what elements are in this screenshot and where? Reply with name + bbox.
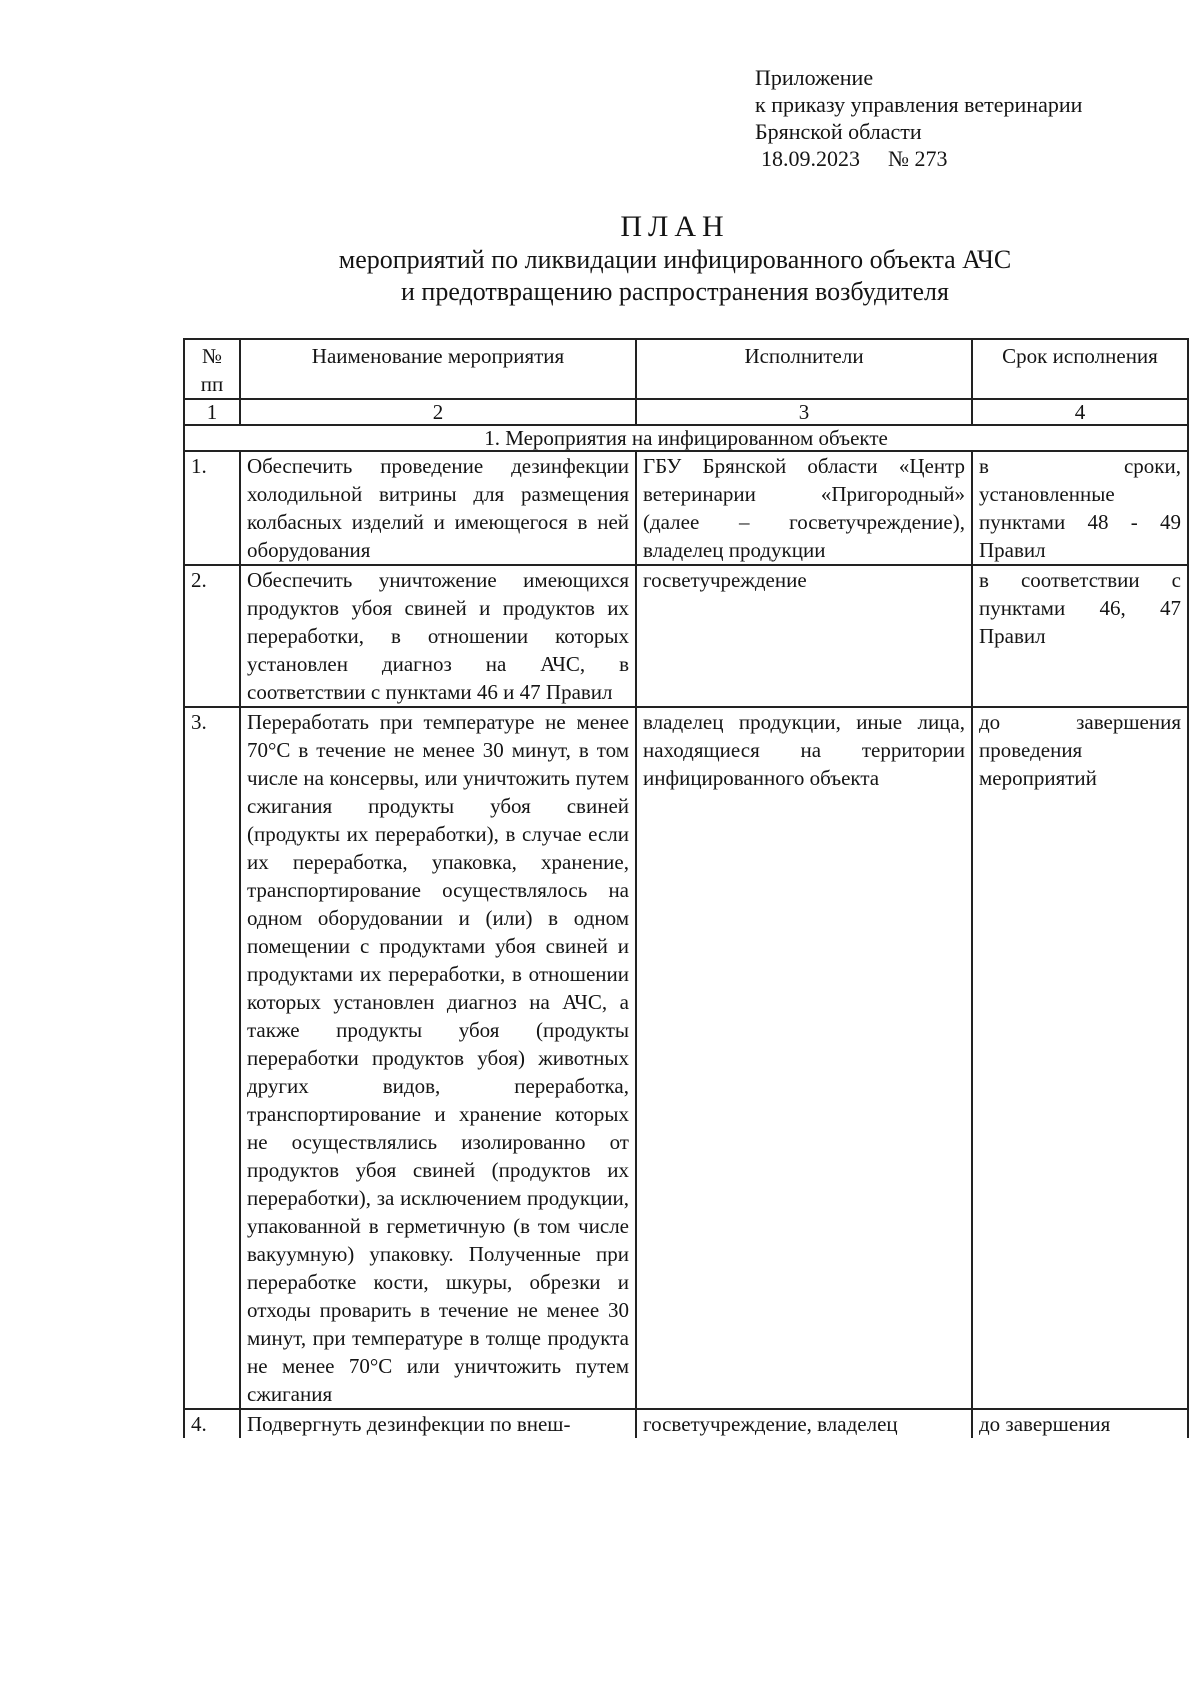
col-number: 4 <box>972 399 1188 425</box>
executors-cell: ГБУ Брянской области «Центр ветеринарии «Пригородный» (далее – госветучреждение), владелец продукции <box>636 451 972 565</box>
executors-cell: госветучреждение <box>636 565 972 707</box>
deadline-cell: до завершения <box>972 1409 1188 1438</box>
measure-name: Подвергнуть дезинфекции по внеш- <box>240 1409 636 1438</box>
header-name: Наименование мероприятия <box>240 339 636 399</box>
annex-line-2: к приказу управления ветеринарии <box>755 92 1083 117</box>
col-number: 2 <box>240 399 636 425</box>
measure-name: Обеспечить проведение дезинфекции холодильной витрины для размещения колбасных изделий и имеющегося в ней оборудования <box>240 451 636 565</box>
row-number: 2. <box>184 565 240 707</box>
annex-line-3: Брянской области <box>755 119 922 144</box>
title-line-1: мероприятий по ликвидации инфицированного объекта АЧС <box>338 245 1012 274</box>
header-executors: Исполнители <box>636 339 972 399</box>
annex-header <box>755 64 1082 172</box>
table-row <box>184 707 1188 1409</box>
document-title <box>160 210 1190 308</box>
col-number: 3 <box>636 399 972 425</box>
table-row <box>184 451 1188 565</box>
row-number: 4. <box>184 1409 240 1438</box>
table-header-row <box>184 339 1188 399</box>
executors-cell: госветучреждение, владелец <box>636 1409 972 1438</box>
plan-table <box>183 338 1189 1438</box>
title-line-2: и предотвращению распространения возбудителя <box>401 277 949 306</box>
title-main: ПЛАН <box>620 210 730 243</box>
deadline-cell: в сроки, установленные пунктами 48 - 49 Правил <box>972 451 1188 565</box>
table-row <box>184 565 1188 707</box>
deadline-cell: до завершения проведения мероприятий <box>972 707 1188 1409</box>
header-num: № пп <box>184 339 240 399</box>
table-row <box>184 1409 1188 1438</box>
annex-line-1: Приложение <box>755 65 874 90</box>
order-number: № 273 <box>888 146 948 171</box>
order-date: 18.09.2023 <box>761 146 860 171</box>
section-row <box>184 425 1188 451</box>
measure-name: Обеспечить уничтожение имеющихся продуктов убоя свиней и продуктов их переработки, в отношении которых установлен диагноз на АЧС, в соответствии с пунктами 46 и 47 Правил <box>240 565 636 707</box>
row-number: 1. <box>184 451 240 565</box>
header-deadline: Срок исполнения <box>972 339 1188 399</box>
measure-name: Переработать при температуре не менее 70°С в течение не менее 30 минут, в том числе на консервы, или уничтожить путем сжигания продукты убоя свиней (продукты их переработки), в случае если их переработка, упаковка, хранение, транспортирование осуществлялось на одном оборудовании и (или) в одном помещении с продуктами убоя свиней и продуктами их переработки, в отношении которых установлен диагноз на АЧС, а также продукты убоя (продукты переработки продуктов убоя) животных других видов, переработка, транспортирование и хранение которых не осуществлялись изолированно от продуктов убоя свиней (продуктов их переработки), за исключением продукции, упакованной в герметичную (в том числе вакуумную) упаковку. Полученные при переработке кости, шкуры, обрезки и отходы проварить в течение не менее 30 минут, при температуре в толще продукта не менее 70°С или уничтожить путем сжигания <box>240 707 636 1409</box>
row-number: 3. <box>184 707 240 1409</box>
section-title: 1. Мероприятия на инфицированном объекте <box>184 425 1188 451</box>
column-number-row <box>184 399 1188 425</box>
col-number: 1 <box>184 399 240 425</box>
executors-cell: владелец продукции, иные лица, находящиеся на территории инфицированного объекта <box>636 707 972 1409</box>
deadline-cell: в соответствии с пунктами 46, 47 Правил <box>972 565 1188 707</box>
annex-date-line <box>755 145 1082 172</box>
